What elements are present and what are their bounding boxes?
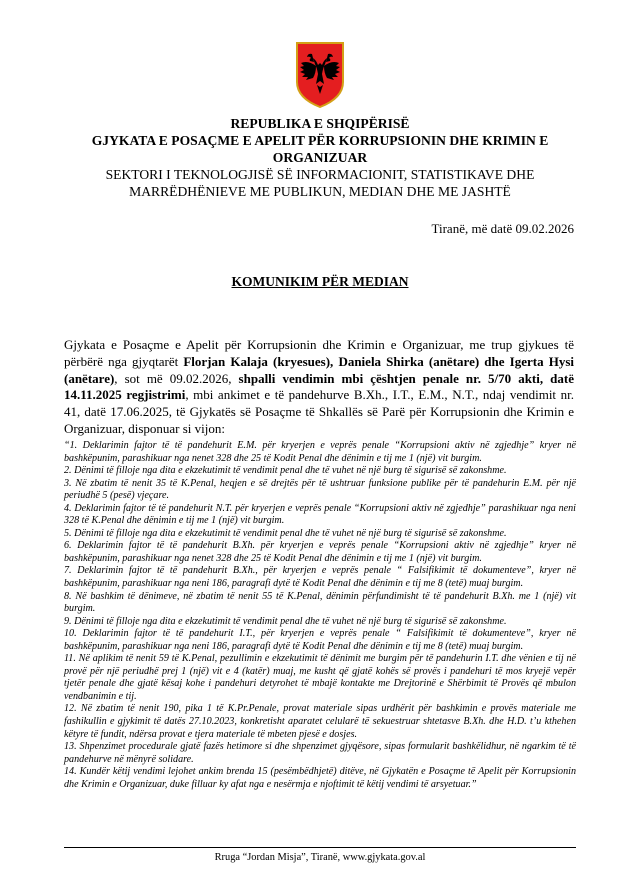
verdict-item: 12. Në zbatim të nenit 190, pika 1 të K.Pr.Penale, provat materiale sipas urdhërit për bashkimin e provës materiale me fashikullin e gjykimit të datës 27.10.2023, konkretisht aparatet celularë të sekuestruar shtetasve B.Xh. dhe H.D. t’u kthehen këtyre të fundit, ndërsa provat e tjera materiale të mbeten pjesë e dosjes. <box>64 703 576 740</box>
verdict-item: 2. Dënimi të filloje nga dita e ekzekutimit të vendimit penal dhe të vuhet në një burg të sigurisë së zakonshme. <box>64 465 507 477</box>
verdict-item: 5. Dënimi të filloje nga dita e ekzekutimit të vendimit penal dhe të vuhet në një burg të sigurisë së zakonshme. <box>64 527 507 539</box>
header-court-name-cont: ORGANIZUAR <box>272 150 368 165</box>
intro-text-3: , mbi ankimet e të pandehurve B.Xh., I.T., E.M., N.T., ndaj vendimit nr. 41, datë 17.06.2025, të Gjykatës së Posaçme të Shkallës së Parë për Korrupsionin dhe Krimin e Organizuar, disponuar si vijon: <box>64 387 574 436</box>
intro-case: shpalli vendimin mbi çështjen penale nr. 5/70 akti, datë 14.11.2025 regjistrimi <box>64 370 574 403</box>
intro-judges: Florjan Kalaja (kryesues), Daniela Shirka (anëtare) dhe Igerta Hysi (anëtare) <box>64 353 574 386</box>
header-court-name: GJYKATA E POSAÇME E APELIT PËR KORRUPSIONIN DHE KRIMIN E <box>91 133 549 148</box>
header-sector-cont: MARRËDHËNIEVE ME PUBLIKUN, MEDIAN DHE ME JASHTË <box>129 184 511 199</box>
albanian-eagle-emblem-icon <box>295 40 345 110</box>
verdict-item: 10. Deklarimin fajtor të të pandehurit I.T., për kryerjen e veprës penale “ Falsifikimit të dokumenteve”, kryer në bashkëpunim, parashikuar nga neni 186, paragrafi dytë të Kodit Penal dhe dënimin e tij me 8 (tetë) muaj burgim. <box>64 628 576 652</box>
document-header <box>60 115 580 200</box>
intro-text-2: , sot më 09.02.2026, <box>114 370 239 386</box>
verdict-item: 9. Dënimi të filloje nga dita e ekzekutimit të vendimit penal dhe të vuhet në një burg të sigurisë së zakonshme. <box>64 615 507 627</box>
document-title <box>0 274 640 290</box>
footer-divider <box>64 847 576 848</box>
verdict-list <box>64 440 576 791</box>
verdict-item: 8. Në bashkim të dënimeve, në zbatim të nenit 55 të K.Penal, dënimin përfundimisht të të pandehurit B.Xh. me 1 (një) vit burgim. <box>64 590 576 615</box>
footer-address: Rruga “Jordan Misja”, Tiranë, www.gjykata.gov.al <box>214 852 426 863</box>
document-title-text: KOMUNIKIM PËR MEDIAN <box>231 274 409 289</box>
verdict-item: “1. Deklarimin fajtor të të pandehurit E.M. për kryerjen e veprës penale “Korrupsioni aktiv në zgjedhje” kryer në bashkëpunim, parashikuar nga nenet 328 dhe 25 të Kodit Penal dhe dënimin e tij me 1 (një) vit burgim. <box>64 440 576 464</box>
verdict-item: 4. Deklarimin fajtor të të pandehurit N.T. për kryerjen e veprës penale “Korrupsioni aktiv në zgjedhje” parashikuar nga neni 328 të K.Penal dhe dënimin e tij me 1 (një) vit burgim. <box>64 502 576 527</box>
header-sector: SEKTORI I TEKNOLOGJISË SË INFORMACIONIT, STATISTIKAVE DHE <box>105 167 535 182</box>
verdict-item: 7. Deklarimin fajtor të të pandehurit B.Xh., për kryerjen e veprës penale “ Falsifikimit të dokumenteve”, kryer në bashkëpunim, parashikuar nga neni 186, paragrafi dytë të Kodit Penal dhe dënimin e tij me 8 (tetë) muaj burgim. <box>64 565 576 590</box>
header-country: REPUBLIKA E SHQIPËRISË <box>230 116 410 131</box>
place-date: Tiranë, më datë 09.02.2026 <box>431 221 574 236</box>
intro-text-1: Gjykata e Posaçme e Apelit për Korrupsionin dhe Krimin e Organizuar, me trup gjykues të përbërë nga gjyqtarët <box>64 337 574 369</box>
verdict-item: 13. Shpenzimet procedurale gjatë fazës hetimore si dhe shpenzimet gjyqësore, sipas formularit bashkëlidhur, në ngarkim të të pandehurve në mënyrë solidare. <box>64 741 576 765</box>
verdict-item: 11. Në aplikim të nenit 59 të K.Penal, pezullimin e ekzekutimit të dënimit me burgim për të pandehurin I.T. dhe vënien e tij në provë për një periudhë prej 1 (një) vit e 4 (katër) muaj, me kusht që gjatë kohës së provës i pandehuri të mos kryejë vepër tjetër penale dhe gjatë kësaj kohe i pandehuri detyrohet të mbajë kontakte me Drejtorinë e Shërbimit të Provës që mbulon vendbanimin e tij. <box>64 653 576 702</box>
verdict-item: 3. Në zbatim të nenit 35 të K.Penal, heqjen e së drejtës për të ushtruar funksione publike për të pandehurin E.M. për një periudhë 5 (pesë) vjeçare. <box>64 477 576 502</box>
verdict-item: 6. Deklarimin fajtor të të pandehurit B.Xh. për kryerjen e veprës penale “Korrupsioni aktiv në zgjedhje” kryer në bashkëpunim, parashikuar nga nenet 328 dhe 25 të Kodit Penal dhe dënimin e tij me 1 (një) vit burgim. <box>64 540 576 564</box>
verdict-item: 14. Kundër këtij vendimi lejohet ankim brenda 15 (pesëmbëdhjetë) ditëve, në Gjykatën e Posaçme të Apelit për Korrupsionin dhe Krimin e Organizuar, duke filluar ky afat nga e nesërmja e njoftimit të këtij vendimi të arsyetuar.” <box>64 766 576 790</box>
intro-paragraph <box>64 337 574 438</box>
